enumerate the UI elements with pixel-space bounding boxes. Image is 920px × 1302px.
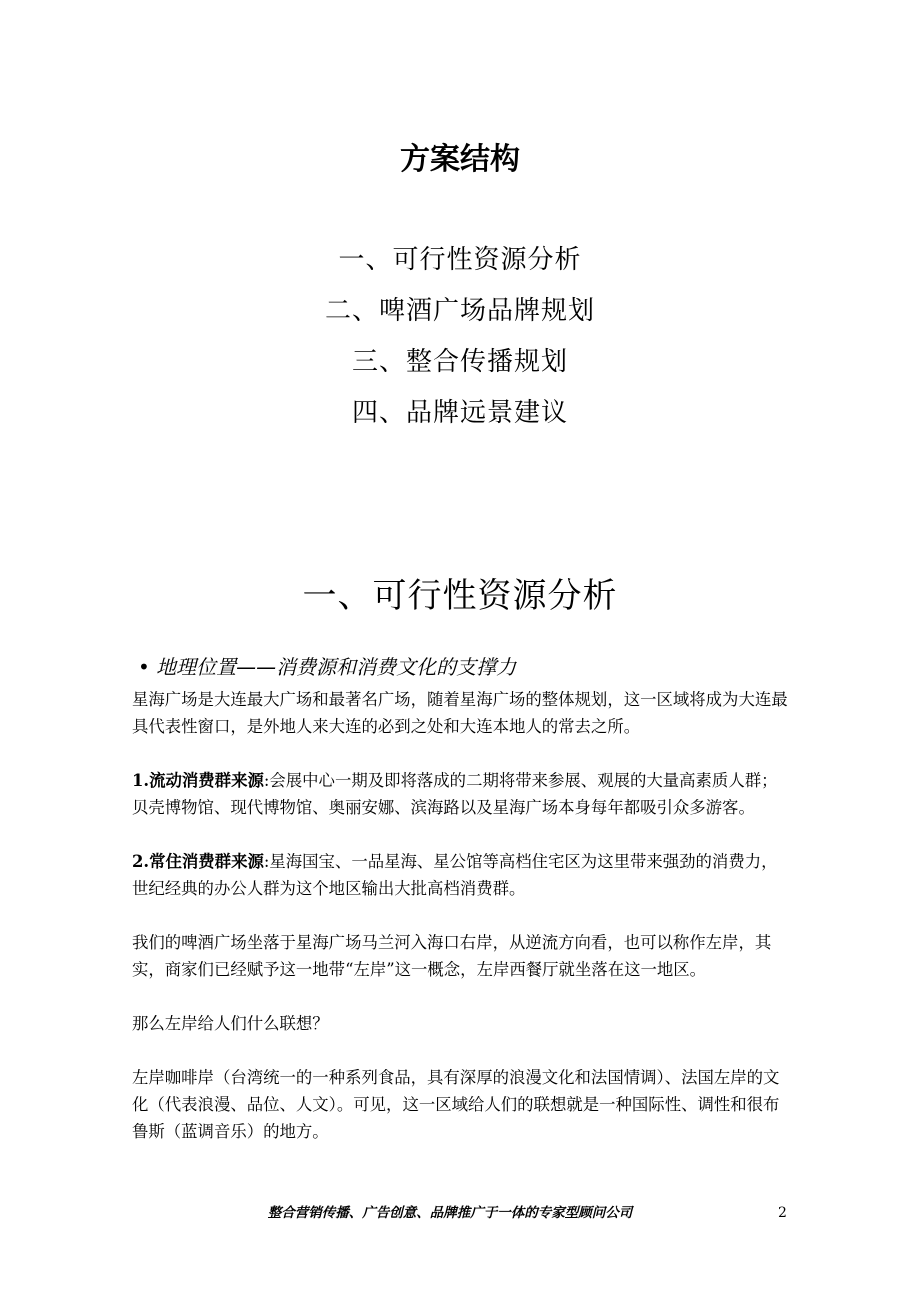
paragraph-1: 星海广场是大连最大广场和最著名广场，随着星海广场的整体规划，这一区域将成为大连最具代表性窗口，是外地人来大连的必到之处和大连本地人的常去之所。 — [132, 690, 788, 736]
section-heading: 一、可行性资源分析 — [302, 576, 618, 616]
toc-item-3: 三、整合传播规划 — [351, 347, 568, 377]
paragraph-2 — [132, 767, 792, 821]
toc-item-4: 四、品牌远景建议 — [351, 398, 568, 428]
table-of-contents — [0, 235, 920, 439]
paragraph-3-text: :星海国宝、一品星海、星公馆等高档住宅区为这里带来强劲的消费力，世纪经典的办公人群为这个地区输出大批高档消费群。 — [132, 852, 778, 898]
body-text — [132, 686, 792, 1172]
footer-slogan: 整合营销传播、广告创意、品牌推广于一体的专家型顾问公司 — [267, 1205, 633, 1221]
page-title: 方案结构 — [400, 142, 520, 177]
toc-item-1: 一、可行性资源分析 — [338, 245, 582, 275]
paragraph-5: 那么左岸给人们什么联想？ — [132, 1014, 329, 1033]
paragraph-3-lead: 2.常住消费群来源 — [132, 852, 264, 871]
paragraph-3 — [132, 848, 792, 902]
subheading: • 地理位置——消费源和消费文化的支撑力 — [138, 655, 517, 679]
page-number: 2 — [778, 1205, 787, 1221]
toc-item-2: 二、啤酒广场品牌规划 — [324, 296, 595, 326]
paragraph-4: 我们的啤酒广场坐落于星海广场马兰河入海口右岸，从逆流方向看，也可以称作左岸，其实，商家们已经赋予这一地带“左岸”这一概念，左岸西餐厅就坐落在这一地区。 — [132, 933, 772, 979]
paragraph-6: 左岸咖啡岸（台湾统一的一种系列食品，具有深厚的浪漫文化和法国情调）、法国左岸的文化（代表浪漫、品位、人文）。可见，这一区域给人们的联想就是一种国际性、调性和很布鲁斯（蓝调音乐）的地方。 — [132, 1068, 780, 1141]
paragraph-2-lead: 1.流动消费群来源 — [132, 771, 264, 790]
paragraph-2-text: :会展中心一期及即将落成的二期将带来参展、观展的大量高素质人群；贝壳博物馆、现代博物馆、奥丽安娜、滨海路以及星海广场本身每年都吸引众多游客。 — [132, 771, 778, 817]
